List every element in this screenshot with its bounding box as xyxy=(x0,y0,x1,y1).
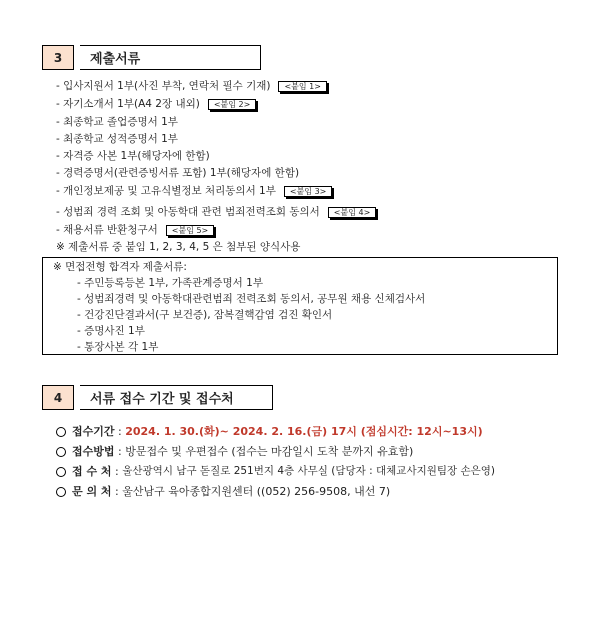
attachment-note xyxy=(56,240,300,254)
section-title: 제출서류 xyxy=(80,45,261,70)
info-label: 접 수 처 xyxy=(72,465,112,478)
attachment-tag: <붙임 3> xyxy=(284,186,333,197)
document-item xyxy=(56,115,178,129)
box-item: - 성범죄경력 및 아동학대관련범죄 전력조회 동의서, 공무원 채용 신체검사서 xyxy=(77,293,426,305)
note-text: ※ 제출서류 중 붙임 1, 2, 3, 4, 5 은 첨부된 양식사용 xyxy=(56,241,301,253)
document-item xyxy=(56,79,327,93)
attachment-tag: <붙임 2> xyxy=(208,99,257,110)
box-item: - 주민등록등본 1부, 가족관계증명서 1부 xyxy=(77,277,263,289)
box-item: - 증명사진 1부 xyxy=(77,325,145,337)
info-row xyxy=(56,424,483,439)
circle-bullet-icon xyxy=(56,447,66,457)
info-value: 울산광역시 남구 돋질로 251번지 4층 사무실 (담당자 : 대체교사지원팀장 손은영) xyxy=(122,465,496,477)
item-text: - 개인정보제공 및 고유식별정보 처리동의서 1부 xyxy=(56,185,276,197)
item-text: - 자기소개서 1부(A4 2장 내외) xyxy=(56,98,200,110)
document-item xyxy=(56,166,299,180)
document-item xyxy=(56,223,214,237)
info-value: 울산남구 육아종합지원센터 ((052) 256-9508, 내선 7) xyxy=(122,485,391,498)
box-item: - 건강진단결과서(구 보건증), 잠복결핵감염 검진 확인서 xyxy=(77,309,333,321)
document-item xyxy=(56,97,256,111)
info-row xyxy=(56,444,413,459)
circle-bullet-icon xyxy=(56,427,66,437)
info-value: 방문접수 및 우편접수 (접수는 마감일시 도착 분까지 유효함) xyxy=(125,445,414,458)
document-item xyxy=(56,132,178,146)
info-label: 접수기간 xyxy=(72,425,115,438)
interview-documents-box xyxy=(42,257,558,355)
info-separator: : xyxy=(114,445,126,458)
item-text: - 성범죄 경력 조회 및 아동학대 관련 범죄전력조회 동의서 xyxy=(56,206,320,218)
attachment-tag: <붙임 1> xyxy=(278,81,327,92)
section-4-header xyxy=(42,385,273,410)
item-text: - 채용서류 반환청구서 xyxy=(56,224,158,236)
attachment-tag: <붙임 4> xyxy=(328,207,377,218)
attachment-tag: <붙임 5> xyxy=(166,225,215,236)
item-text: - 최종학교 졸업증명서 1부 xyxy=(56,116,178,128)
info-separator: : xyxy=(111,485,123,498)
circle-bullet-icon xyxy=(56,487,66,497)
section-title: 서류 접수 기간 및 접수처 xyxy=(80,385,273,410)
document-item xyxy=(56,149,210,163)
circle-bullet-icon xyxy=(56,467,66,477)
item-text: - 자격증 사본 1부(해당자에 한함) xyxy=(56,150,210,162)
info-separator: : xyxy=(111,465,123,478)
item-text: - 경력증명서(관련증빙서류 포함) 1부(해당자에 한함) xyxy=(56,167,300,179)
document-item xyxy=(56,205,376,219)
info-label: 문 의 처 xyxy=(72,485,112,498)
info-row xyxy=(56,484,390,499)
item-text: - 입사지원서 1부(사진 부착, 연락처 필수 기재) xyxy=(56,80,271,92)
info-row xyxy=(56,464,495,479)
box-heading: ※ 면접전형 합격자 제출서류: xyxy=(53,261,187,273)
section-number: 4 xyxy=(42,385,74,410)
document-item xyxy=(56,184,332,198)
item-text: - 최종학교 성적증명서 1부 xyxy=(56,133,178,145)
section-3-header xyxy=(42,45,261,70)
info-value: 2024. 1. 30.(화)~ 2024. 2. 16.(금) 17시 (점심시간: 12시~13시) xyxy=(125,425,483,438)
info-label: 접수방법 xyxy=(72,445,115,458)
box-item: - 통장사본 각 1부 xyxy=(77,341,159,353)
section-number: 3 xyxy=(42,45,74,70)
info-separator: : xyxy=(114,425,126,438)
